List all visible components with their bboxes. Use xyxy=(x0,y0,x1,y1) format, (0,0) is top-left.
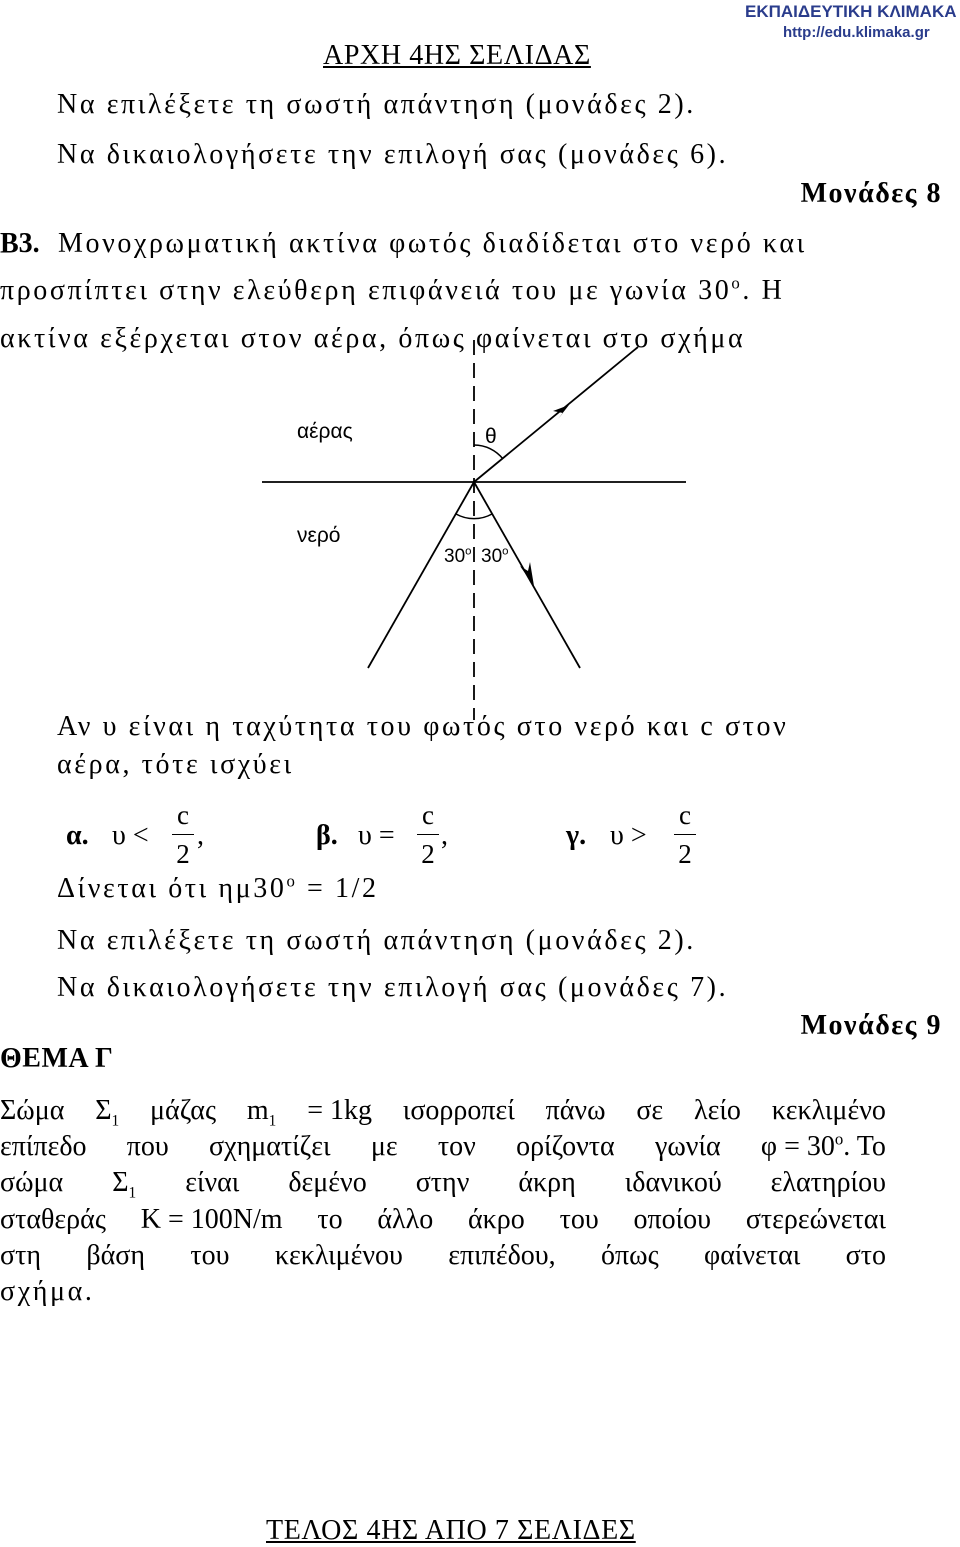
question-line1: Αν υ είναι η ταχύτητα του φωτός στο νερό και c στον xyxy=(57,711,789,742)
water-label: νερό xyxy=(297,524,341,547)
marks-9: Μονάδες 9 xyxy=(800,1010,942,1041)
page-header: ΑΡΧΗ 4ΗΣ ΣΕΛΙΔΑΣ xyxy=(323,40,591,71)
question-number-b3: Β3. xyxy=(0,228,40,259)
instruction-choose: Να επιλέξετε τη σωστή απάντηση (μονάδες 2). xyxy=(57,89,696,120)
option-c-label: γ. xyxy=(566,820,587,851)
brand-title: ΕΚΠΑΙΔΕΥΤΙΚΗ ΚΛΙΜΑΚΑ xyxy=(745,2,957,21)
refracted-ray xyxy=(474,347,638,482)
refracted-ray-arrow xyxy=(553,405,569,419)
theme-c-line2: επίπεδο που σχηματίζει με τον ορίζοντα γωνία $\varphi = 30^o$. Το xyxy=(0,1129,886,1162)
option-a-fraction: c 2 xyxy=(172,802,194,868)
marks-8: Μονάδες 8 xyxy=(800,178,942,209)
option-a-comma: , xyxy=(197,820,204,851)
brand-url[interactable]: http://edu.klimaka.gr xyxy=(783,24,930,41)
instruction-justify-2: Να δικαιολογήσετε την επιλογή σας (μονάδες 7). xyxy=(57,972,729,1003)
theme-c-line1: Σώμα $\Sigma_1$ μάζας $m_1$ = 1kg ισορροπεί πάνω σε λείο κεκλιμένο xyxy=(0,1095,886,1130)
refraction-diagram xyxy=(0,0,960,720)
b3-text-line1: Μονοχρωματική ακτίνα φωτός διαδίδεται στο νερό και xyxy=(58,228,807,259)
theme-c-title: ΘΕΜΑ Γ xyxy=(0,1043,114,1074)
incident-ray xyxy=(368,482,474,668)
angle-right-label: $30^o$ xyxy=(481,545,509,567)
option-b-fraction: c 2 xyxy=(417,802,439,868)
option-c-fraction: c 2 xyxy=(674,802,696,868)
angle-left-label: $30^o$ xyxy=(444,545,472,567)
page-footer: ΤΕΛΟΣ 4ΗΣ ΑΠΟ 7 ΣΕΛΙΔΕΣ xyxy=(266,1515,636,1546)
b3-text-line2: προσπίπτει στην ελεύθερη επιφάνειά του με γωνία $30^o$. Η xyxy=(0,273,785,306)
instruction-justify: Να δικαιολογήσετε την επιλογή σας (μονάδες 6). xyxy=(57,139,729,170)
option-a-label: α. xyxy=(66,820,89,851)
theta-label: θ xyxy=(485,425,497,448)
b3-text-line3: ακτίνα εξέρχεται στον αέρα, όπως φαίνεται στο σχήμα xyxy=(0,323,746,354)
given-sine: Δίνεται ότι $\eta\mu 30^o = 1/2$ xyxy=(57,871,379,904)
question-line2: αέρα, τότε ισχύει xyxy=(57,749,294,780)
option-b-comma: , xyxy=(441,820,448,851)
option-c-expr: υ > xyxy=(610,820,647,851)
theme-c-line6: σχήμα. xyxy=(0,1276,95,1307)
theme-c-line3: σώμα $\Sigma_1$ είναι δεμένο στην άκρη ιδανικού ελατηρίου xyxy=(0,1167,886,1202)
theme-c-line4: σταθεράς Κ = 100N/m το άλλο άκρο του οποίου στερεώνεται xyxy=(0,1204,886,1235)
option-b-expr: υ = xyxy=(358,820,395,851)
option-b-label: β. xyxy=(316,820,338,851)
instruction-choose-2: Να επιλέξετε τη σωστή απάντηση (μονάδες 2). xyxy=(57,925,696,956)
theme-c-line5: στη βάση του κεκλιμένου επιπέδου, όπως φαίνεται στο xyxy=(0,1240,886,1271)
air-label: αέρας xyxy=(297,420,353,443)
option-a-expr: υ < xyxy=(112,820,149,851)
